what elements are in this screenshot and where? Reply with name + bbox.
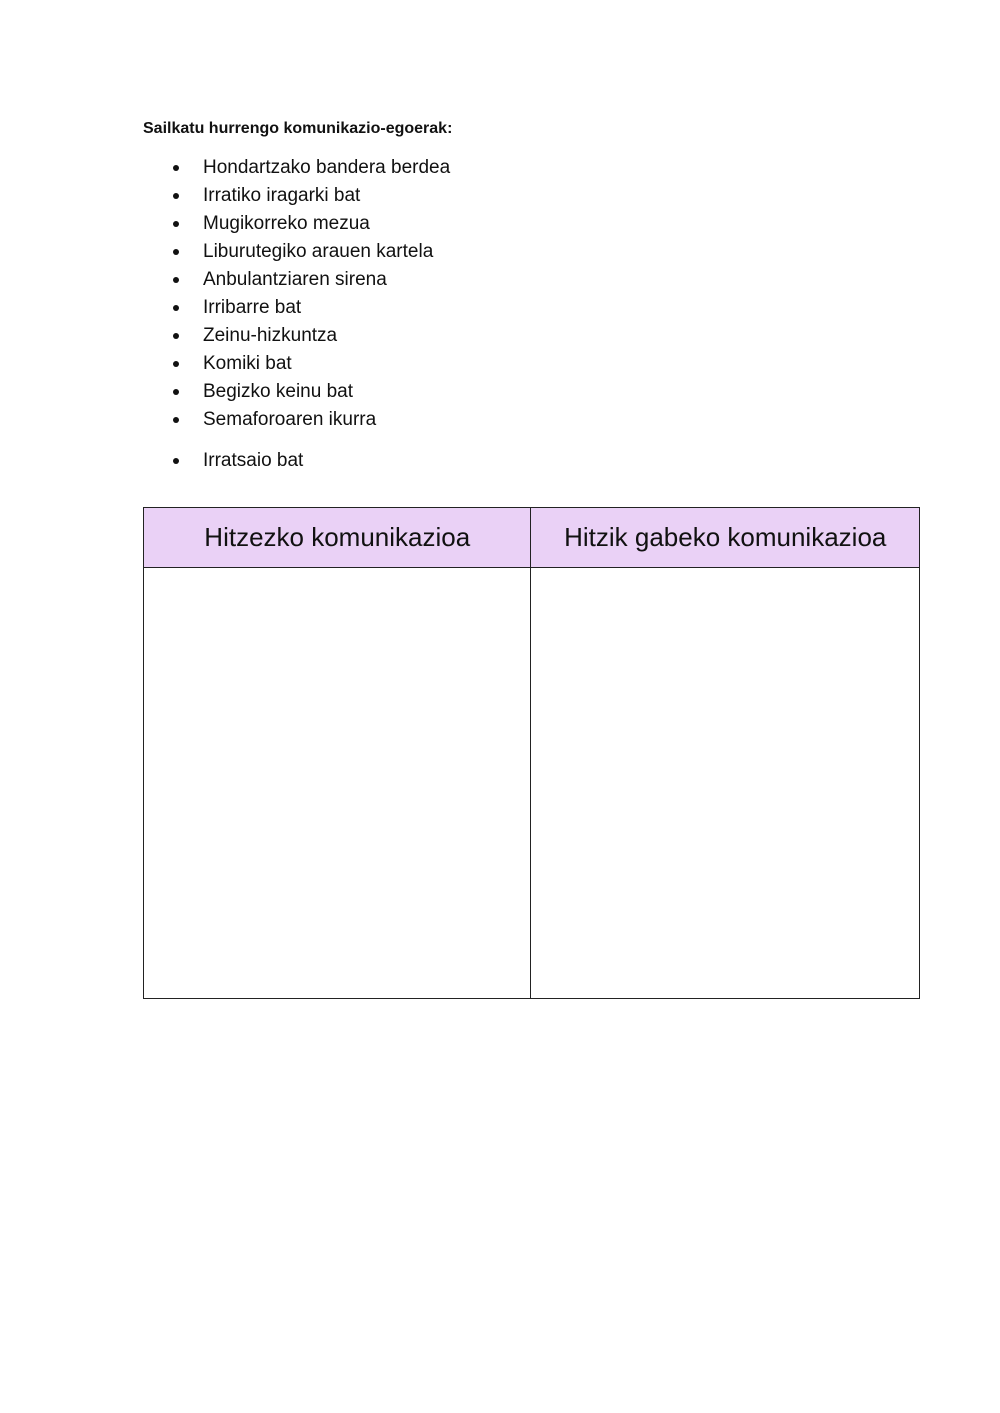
- list-item-label: Mugikorreko mezua: [203, 213, 370, 234]
- list-item[interactable]: [173, 406, 450, 434]
- bullet-icon: [173, 277, 179, 283]
- bullet-icon: [173, 458, 179, 464]
- list-item-label: Begizko keinu bat: [203, 381, 353, 402]
- header-nonverbal-communication: Hitzik gabeko komunikazioa: [531, 508, 920, 568]
- list-item[interactable]: [173, 447, 450, 475]
- list-item[interactable]: [173, 378, 450, 406]
- list-item-label: Semaforoaren ikurra: [203, 409, 377, 430]
- list-item[interactable]: [173, 294, 450, 322]
- instruction-text: Sailkatu hurrengo komunikazio-egoerak:: [143, 120, 453, 137]
- list-item[interactable]: [173, 182, 450, 210]
- list-item[interactable]: [173, 322, 450, 350]
- drop-zone-nonverbal[interactable]: [531, 568, 920, 999]
- bullet-icon: [173, 361, 179, 367]
- list-item[interactable]: [173, 154, 450, 182]
- list-item-label: Komiki bat: [203, 353, 292, 374]
- bullet-icon: [173, 165, 179, 171]
- table-header-row: [144, 508, 920, 568]
- header-verbal-communication: Hitzezko komunikazioa: [144, 508, 531, 568]
- list-item-label: Irribarre bat: [203, 297, 302, 318]
- situation-list: [173, 154, 450, 475]
- table-row: [144, 568, 920, 999]
- list-item[interactable]: [173, 210, 450, 238]
- list-item-label: Zeinu-hizkuntza: [203, 325, 338, 346]
- list-item[interactable]: [173, 266, 450, 294]
- list-item-label: Liburutegiko arauen kartela: [203, 241, 434, 262]
- list-item-label: Anbulantziaren sirena: [203, 269, 387, 290]
- list-item-label: Hondartzako bandera berdea: [203, 157, 451, 178]
- list-item-label: Irratiko iragarki bat: [203, 185, 361, 206]
- bullet-icon: [173, 249, 179, 255]
- bullet-icon: [173, 221, 179, 227]
- bullet-icon: [173, 305, 179, 311]
- bullet-icon: [173, 389, 179, 395]
- list-item[interactable]: [173, 350, 450, 378]
- bullet-icon: [173, 193, 179, 199]
- bullet-icon: [173, 417, 179, 423]
- list-item-label: Irratsaio bat: [203, 450, 304, 471]
- classification-table: [143, 507, 920, 999]
- drop-zone-verbal[interactable]: [144, 568, 531, 999]
- list-item[interactable]: [173, 238, 450, 266]
- bullet-icon: [173, 333, 179, 339]
